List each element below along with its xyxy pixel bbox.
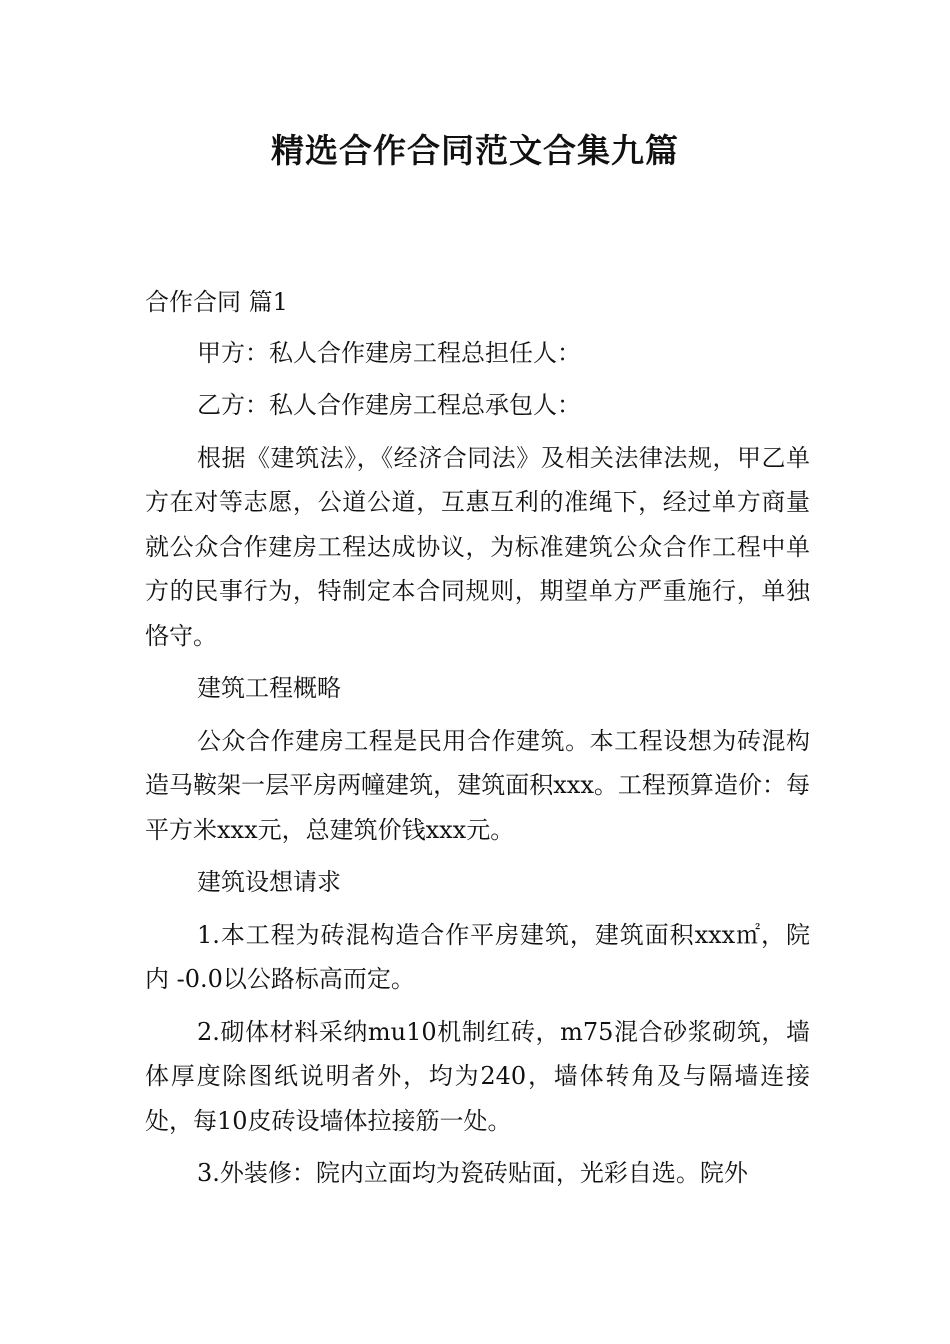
requirements-heading: 建筑设想请求 [197,868,341,896]
overview-paragraph: 公众合作建房工程是民用合作建筑。本工程设想为砖混构造马鞍架一层平房两幢建筑，建筑面积xxx。工程预算造价：每平方米xxx元，总建筑价钱xxx元。 [145,726,810,844]
document-body [145,280,810,1204]
party-a-line: 甲方：私人合作建房工程总担任人： [197,338,581,367]
document-title: 精选合作合同范文合集九篇 [271,131,679,170]
party-b-line: 乙方：私人合作建房工程总承包人： [197,391,581,419]
overview-heading: 建筑工程概略 [197,674,341,702]
requirement-item-2: 2.砌体材料采纳mu10机制红砖，m75混合砂浆砌筑，墙体厚度除图纸说明者外，均为240，墙体转角及与隔墙连接处，每10皮砖设墙体拉接筋一处。 [145,1017,810,1135]
requirement-item-1: 1.本工程为砖混构造合作平房建筑，建筑面积xxx㎡，院内 -0.0以公路标高而定。 [145,920,810,993]
section-heading: 合作合同 篇1 [145,288,288,316]
preamble-paragraph: 根据《建筑法》，《经济合同法》及相关法律法规，甲乙单方在对等志愿，公道公道，互惠互利的准绳下，经过单方商量就公众合作建房工程达成协议，为标准建筑公众合作工程中单方的民事行为，特制定本合同规则，期望单方严重施行，单独恪守。 [145,443,810,650]
requirement-item-3: 3.外装修：院内立面均为瓷砖贴面，光彩自选。院外 [197,1159,748,1187]
